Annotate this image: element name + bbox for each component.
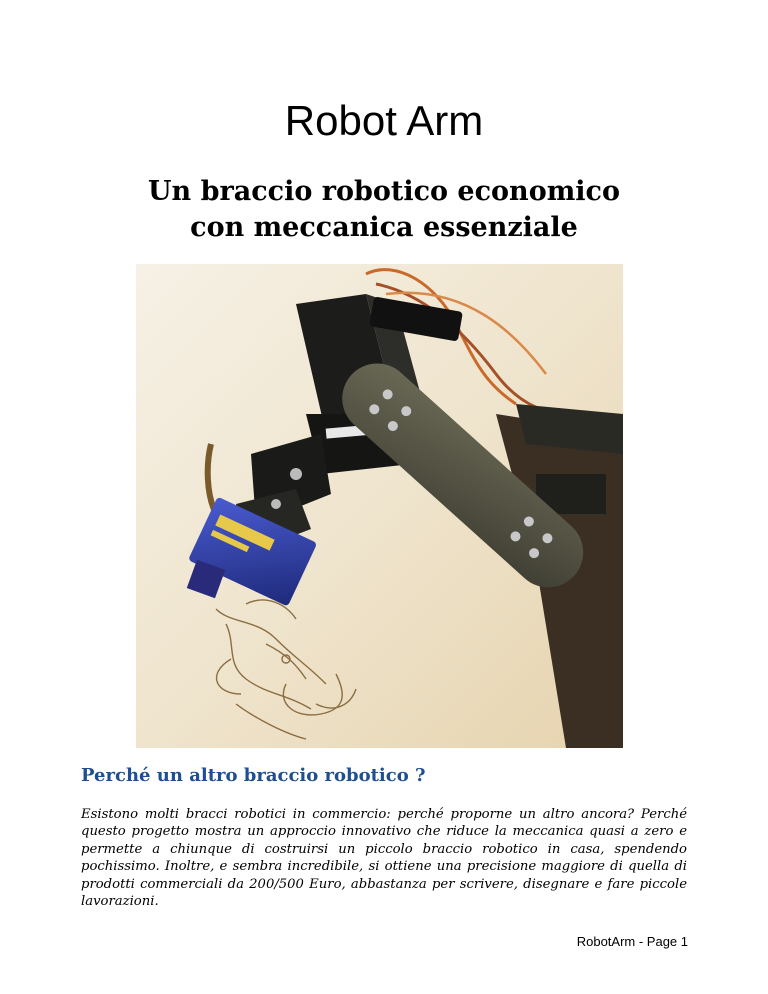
section-heading: Perché un altro braccio robotico ? [81,765,426,786]
page-footer: RobotArm - Page 1 [576,934,688,949]
robot-arm-photo [136,264,623,748]
intro-paragraph: Esistono molti bracci robotici in commercio: perché proporne un altro ancora? Perché questo progetto mostra un approccio innovativo che riduce la meccanica quasi a zero e permette a chiunque di costruirsi un piccolo braccio robotico in casa, spendendo pochissimo. Inoltre, e sembra incredibile, si ottiene una precisione maggiore di quella di prodotti commerciali da 200/500 Euro, abbastanza per scrivere, disegnare e fare piccole lavorazioni. [81,807,687,910]
page-subtitle [0,174,768,246]
subtitle-line-2: con meccanica essenziale [190,212,578,243]
subtitle-line-1: Un braccio robotico economico [148,176,620,207]
page-title: Robot Arm [284,97,484,144]
